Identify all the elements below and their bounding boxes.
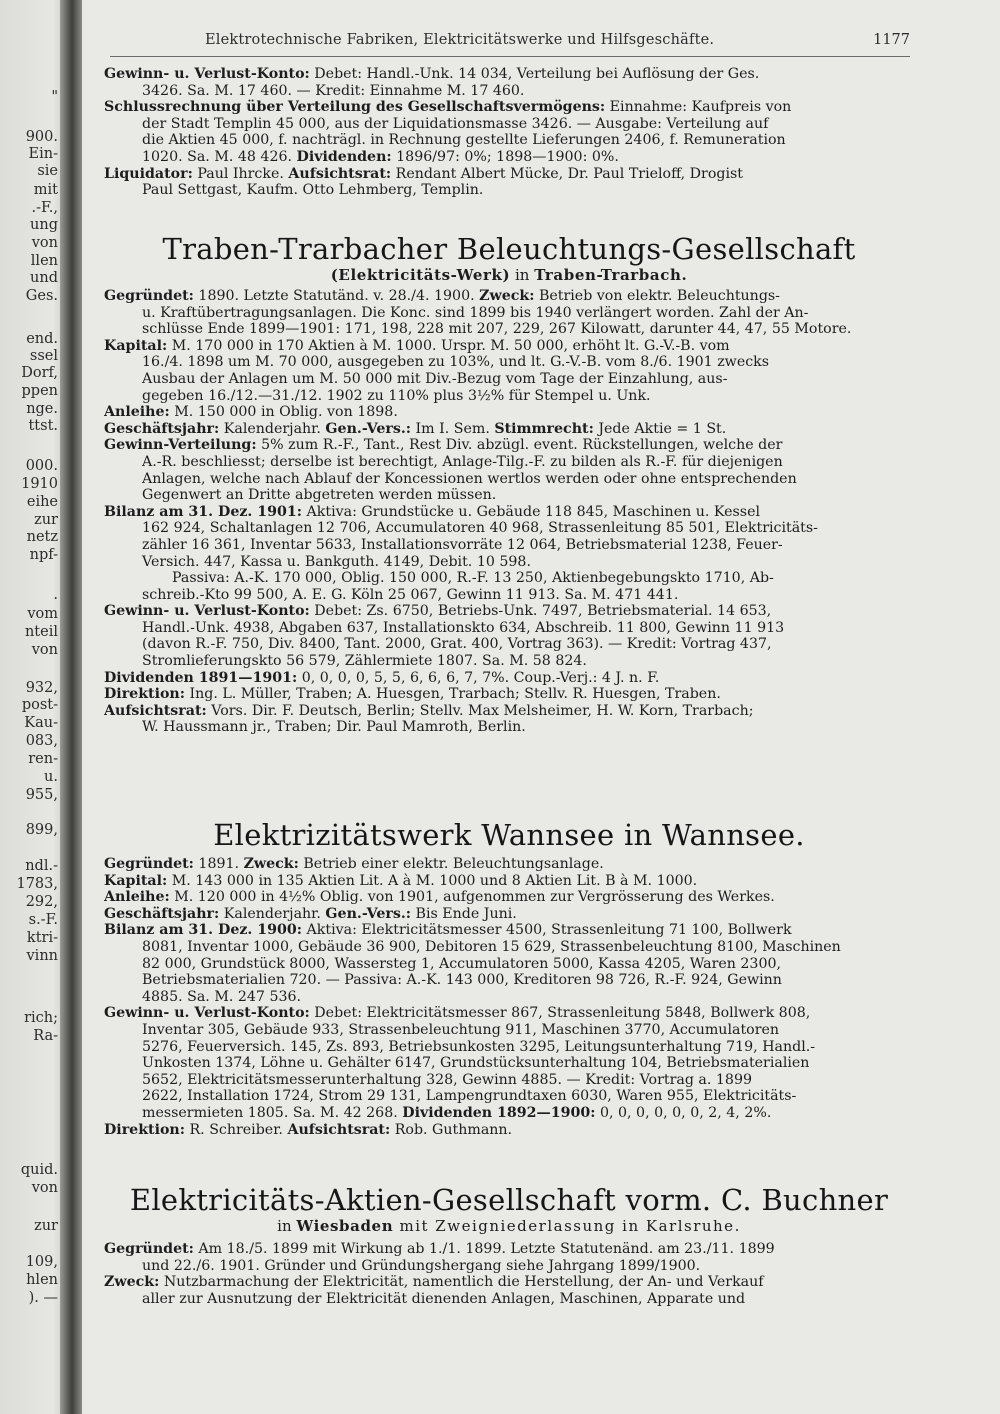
entry-label: Gewinn- u. Verlust-Konto: [104,1005,310,1022]
entry-text: 16./4. 1898 um M. 70 000, ausgegeben zu 103%, und lt. G.-V.-B. vom 8./6. 1901 zwecks [142,354,770,371]
text-line [104,939,914,956]
entry-text: Ing. L. Müller, Traben; A. Huesgen, Trarbach; Stellv. R. Huesgen, Traben. [184,686,721,703]
entry-label: Direktion: [104,686,185,703]
entry-label: Bilanz am 31. Dez. 1901: [104,503,303,520]
company-title: Elektrizitätswerk Wannsee in Wannsee. [213,818,805,852]
text-line [104,889,914,906]
company-buchner [104,1183,914,1307]
text-line [104,1022,914,1039]
company-wannsee [104,818,914,1138]
company-traben-trarbach [104,232,914,736]
margin-fragment: 1783, [16,876,58,892]
company-subtitle [104,1217,914,1235]
text-line [104,388,914,405]
margin-fragment: Ra- [33,1028,58,1044]
text-line [104,1258,914,1275]
entry-text: und 22./6. 1901. Gründer und Gründungshergang siehe Jahrgang 1899/1900. [142,1257,701,1274]
entry-label: Gegründet: [104,1241,194,1257]
company-entries [104,856,914,1138]
entry-text: 0, 0, 0, 0, 0, 0, 2, 4, 2%. [595,1104,772,1121]
margin-fragment: nge. [26,401,58,417]
entry-label: Dividenden 1891—1901: [104,669,298,686]
text-line [104,1055,914,1072]
entry-text: Kalenderjahr. [219,420,321,437]
text-line [104,504,914,521]
margin-fragment: nteil [24,624,58,640]
book-fold-shadow [60,0,82,1414]
text-line [104,620,914,637]
margin-fragment: post- [21,697,58,713]
text-line [104,1088,914,1105]
entry-text: Paul Settgast, Kaufm. Otto Lehmberg, Templin. [142,182,484,199]
entry-text: M. 150 000 in Oblig. von 1898. [169,404,398,421]
margin-fragment: ttst. [28,418,58,434]
entry-label: Aufsichtsrat: [104,702,207,719]
text-line [104,670,914,687]
margin-fragment: eihe [26,494,58,510]
entry-text: Betriebsmaterialien 720. — Passiva: A.-K. 143 000, Kreditoren 98 726, R.-F. 924, Gewinn [142,972,782,989]
text-line [104,99,914,116]
entry-text: aller zur Ausnutzung der Elektricität dienenden Anlagen, Maschinen, Apparate und [142,1290,746,1307]
entry-label: Geschäftsjahr: [104,420,220,437]
text-line [104,719,914,736]
margin-fragment: 932, [25,680,58,696]
text-line [104,1122,914,1139]
entry-text: 162 924, Schaltanlagen 12 706, Accumulatoren 40 968, Strassenleitung 85 501, Elektricitäts- [142,520,818,537]
margin-fragment: ppen [21,383,58,399]
margin-fragment: npf- [29,547,58,563]
entry-text: 1020. Sa. M. 48 426. [142,148,293,165]
entry-text: Betrieb einer elektr. Beleuchtungsanlage. [298,856,604,872]
margin-fragment: Dorf, [21,365,58,381]
company-title: Traben-Trarbacher Beleuchtungs-Gesellschaft [162,232,856,266]
text-line [104,972,914,989]
margin-fragment: 955, [25,787,58,803]
margin-fragment: vinn [26,948,58,964]
entry-text: Am 18./5. 1899 mit Wirkung ab 1./1. 1899. Letzte Statutenänd. am 23./11. 1899 [193,1241,775,1257]
text-line [104,686,914,703]
entry-text: M. 170 000 in 170 Aktien à M. 1000. Urspr. M. 50 000, erhöht lt. G.-V.-B. vom [167,337,730,354]
entry-text: 4885. Sa. M. 247 536. [142,988,302,1005]
entry-text: schlüsse Ende 1899—1901: 171, 198, 228 mit 207, 229, 267 Kilowatt, darunter 44, 47, 55 Motore. [142,321,852,338]
text-line [104,354,914,371]
text-line [104,554,914,571]
entry-text: Aktiva: Grundstücke u. Gebäude 118 845, Maschinen u. Kessel [302,503,761,520]
entry-label: Gewinn-Verteilung: [104,437,257,454]
entry-text: Stromlieferungskto 56 579, Zählermiete 1807. Sa. M. 58 824. [142,653,587,670]
entry-text: Bis Ende Juni. [411,905,517,922]
text-line [104,487,914,504]
company-entries [104,1241,914,1307]
company-subtitle-rest: mit Zweigniederlassung in Karlsruhe. [393,1217,741,1235]
entry-text: Nutzbarmachung der Elektricität, namentlich die Herstellung, der An- und Verkauf [159,1274,764,1291]
entry-text: Jede Aktie = 1 St. [593,420,727,437]
entry-text: die Aktien 45 000, f. nachträgl. in Rechnung gestellte Lieferungen 2406, f. Remuneration [142,132,786,149]
entry-text: 5276, Feuerversich. 145, Zs. 893, Betriebsunkosten 3295, Leitungsunterhaltung 719, Handl.- [142,1038,816,1055]
company-subtitle [104,266,914,284]
text-line [104,132,914,149]
margin-fragment: mit [33,182,58,198]
company-subtitle-in: in [510,266,535,284]
text-line [104,653,914,670]
text-line [104,1072,914,1089]
entry-text: M. 120 000 in 4½% Oblig. von 1901, aufgenommen zur Vergrösserung des Werkes. [169,889,775,906]
previous-company-tail [104,66,914,199]
margin-fragment: 109, [25,1254,58,1270]
text-line [104,989,914,1006]
previous-page-edge [0,0,66,1414]
text-line [104,520,914,537]
margin-fragment: rich; [24,1010,58,1026]
margin-fragment: Kau- [24,715,58,731]
text-line [104,149,914,166]
entry-text: 1891. [193,856,240,872]
text-line [104,182,914,199]
margin-fragment: vom [27,606,58,622]
margin-fragment: 083, [25,733,58,749]
entry-label: Geschäftsjahr: [104,905,220,922]
header-title: Elektrotechnische Fabriken, Elektricitätswerke und Hilfsgeschäfte. [205,32,715,48]
text-line [104,305,914,322]
text-line [104,166,914,183]
margin-fragment: quid. [20,1162,58,1178]
margin-fragment: 900. [25,129,58,145]
margin-fragment: netz [26,529,58,545]
text-line [104,570,914,587]
page-number: 1177 [873,32,910,48]
text-line [104,421,914,438]
entry-text: Versich. 447, Kassa u. Bankguth. 4149, Debit. 10 598. [142,553,531,570]
text-line [104,1241,914,1258]
margin-fragment: 292, [25,894,58,910]
entry-label: Kapital: [104,872,168,889]
margin-fragment: und [30,270,58,286]
margin-fragment: ndl.- [25,858,58,874]
margin-fragment: .-F., [31,200,58,216]
text-line [104,1291,914,1308]
text-line [104,371,914,388]
margin-fragment: von [31,235,58,251]
entry-text: gegeben 16./12.—31./12. 1902 zu 110% plus 3½% für Stempel u. Unk. [142,387,651,404]
entry-label: Gen.-Vers.: [325,420,412,437]
text-line [104,956,914,973]
entry-label: Stimmrecht: [494,420,594,437]
entry-text: 0, 0, 0, 0, 5, 5, 6, 6, 6, 7, 7%. Coup.-Verj.: 4 J. n. F. [297,669,660,686]
margin-fragment: ssel [29,348,58,364]
entry-text: Betrieb von elektr. Beleuchtungs- [534,288,780,304]
company-title: Elektricitäts-Aktien-Gesellschaft vorm. C. Buchner [129,1183,889,1217]
entry-text: 1896/97: 0%; 1898—1900: 0%. [391,148,619,165]
entry-text: W. Haussmann jr., Traben; Dir. Paul Mamroth, Berlin. [142,719,526,736]
entry-text: Vors. Dir. F. Deutsch, Berlin; Stellv. Max Melsheimer, H. W. Korn, Trarbach; [206,702,754,719]
margin-fragment: ren- [28,751,58,767]
entry-label: Dividenden 1892—1900: [402,1104,596,1121]
text-line [104,1105,914,1122]
company-subtitle-place: Traben-Trarbach. [534,266,688,284]
entry-text: Kalenderjahr. [219,905,321,922]
text-line [104,537,914,554]
entry-text: 2622, Installation 1724, Strom 29 131, Lampengrundtaxen 6030, Waren 955, Elektricitäts- [142,1088,797,1105]
margin-fragment: zur [34,1218,58,1234]
entry-label: Anleihe: [104,889,170,906]
entry-text: 82 000, Grundstück 8000, Wassersteg 1, Accumulatoren 5000, Kassa 4205, Waren 2300, [142,955,782,972]
text-line [104,1005,914,1022]
text-line [104,471,914,488]
margin-fragment: von [31,1180,58,1196]
entry-label: Aufsichtsrat: [287,1121,391,1138]
entry-text: der Stadt Templin 45 000, aus der Liquidationsmasse 3426. — Ausgabe: Verteilung auf [142,115,769,132]
entry-label: Gewinn- u. Verlust-Konto: [104,603,310,620]
entry-text: Debet: Handl.-Unk. 14 034, Verteilung bei Auflösung der Ges. [309,66,760,82]
text-line [104,83,914,100]
text-line [104,288,914,305]
entry-label: Gegründet: [104,856,194,872]
margin-fragment: u. [44,769,58,785]
entry-text: Ausbau der Anlagen um M. 50 000 mit Div.-Bezug vom Tage der Einzahlung, aus- [142,370,728,387]
text-line [104,1039,914,1056]
entry-text: Rendant Albert Mücke, Dr. Paul Trieloff, Drogist [391,165,743,182]
text-line [104,66,914,83]
entry-label: Dividenden: [296,148,392,165]
margin-fragment: sie [37,163,58,179]
entry-text: Debet: Zs. 6750, Betriebs-Unk. 7497, Betriebsmaterial. 14 653, [309,603,772,620]
text-line [104,587,914,604]
margin-fragment: ung [30,217,58,233]
margin-fragment: . [53,587,58,603]
entry-label: Gen.-Vers.: [325,905,412,922]
text-line [104,906,914,923]
entry-label: Anleihe: [104,404,170,421]
text-line [104,636,914,653]
entry-text: zähler 16 361, Inventar 5633, Installationsvorräte 12 064, Betriebsmaterial 1238, Feuer- [142,536,783,553]
entry-text: Im I. Sem. [411,420,490,437]
text-line [104,922,914,939]
entry-text: 3426. Sa. M. 17 460. — Kredit: Einnahme M. 17 460. [142,82,525,99]
entry-text: Unkosten 1374, Löhne u. Gehälter 6147, Grundstücksunterhaltung 104, Betriebsmaterialien [142,1055,810,1072]
text-line [104,116,914,133]
margin-fragment: hlen [26,1272,58,1288]
entry-text: M. 143 000 in 135 Aktien Lit. A à M. 1000 und 8 Aktien Lit. B à M. 1000. [167,872,698,889]
header-rule [110,56,910,57]
margin-fragment: 1910 [21,476,58,492]
entry-text: schreib.-Kto 99 500, A. E. G. Köln 25 067, Gewinn 11 913. Sa. M. 471 441. [142,586,679,603]
text-line [104,454,914,471]
entry-text: Gegenwert an Dritte abgetreten werden müssen. [142,487,497,504]
margin-fragment: ktri- [26,930,58,946]
margin-fragment: Ges. [25,288,58,304]
margin-fragment: end. [26,331,58,347]
margin-fragment: zur [34,512,58,528]
margin-fragment: 000. [25,458,58,474]
text-line [104,603,914,620]
margin-fragment: s.-F. [28,912,58,928]
company-entries [104,288,914,736]
text-line [104,856,914,873]
margin-fragment: ). — [28,1290,58,1306]
entry-text: R. Schreiber. [184,1121,283,1138]
entry-text: Debet: Elektricitätsmesser 867, Strassenleitung 5848, Bollwerk 808, [309,1005,811,1022]
entry-label: Kapital: [104,337,168,354]
entry-text: Anlagen, welche nach Ablauf der Koncessionen wertlos werden oder ohne entsprechenden [142,470,797,487]
entry-label: Schlussrechnung über Verteilung des Gesellschaftsvermögens: [104,99,606,116]
entry-label: Zweck: [243,856,299,872]
entry-text: 8081, Inventar 1000, Gebäude 36 900, Debitoren 15 629, Strassenbeleuchtung 8100, Maschinen [142,938,841,955]
entry-label: Bilanz am 31. Dez. 1900: [104,922,303,939]
entry-text: A.-R. beschliesst; derselbe ist berechtigt, Anlage-Tilg.-F. zu bilden als R.-F. für diejenigen [142,453,783,470]
entry-text: u. Kraftübertragungsanlagen. Die Konc. sind 1899 bis 1940 verlängert worden. Zahl der An- [142,304,809,321]
margin-fragment: 899, [25,822,58,838]
entry-label: Zweck: [479,288,535,304]
entry-text: 5652, Elektricitätsmesserunterhaltung 328, Gewinn 4885. — Kredit: Vortrag a. 1899 [142,1071,752,1088]
text-line [104,873,914,890]
margin-fragment: " [51,89,58,105]
entry-text: Inventar 305, Gebäude 933, Strassenbeleuchtung 911, Maschinen 3770, Accumulatoren [142,1021,780,1038]
entry-text: Einnahme: Kaufpreis von [605,99,792,116]
entry-text: 1890. Letzte Statutänd. v. 28./4. 1900. [193,288,475,304]
entry-label: Liquidator: [104,165,193,182]
entry-label: Direktion: [104,1121,185,1138]
margin-fragment: von [31,642,58,658]
company-subtitle-place: Wiesbaden [296,1217,394,1235]
entry-label: Zweck: [104,1274,160,1291]
text-line [104,1274,914,1291]
running-header [205,32,910,52]
entry-text: (davon R.-F. 750, Div. 8400, Tant. 2000, Grat. 400, Vortrag 363). — Kredit: Vortrag 437, [142,636,772,653]
entry-label: Gegründet: [104,288,194,304]
entry-text: Rob. Guthmann. [390,1121,513,1138]
company-subtitle-name: (Elektricitäts-Werk) [330,266,511,284]
company-subtitle-in: in [277,1217,297,1235]
margin-fragment: Ein- [28,146,58,162]
text-line [104,321,914,338]
entry-text: Aktiva: Elektricitätsmesser 4500, Strassenleitung 71 100, Bollwerk [302,922,792,939]
entry-text: Paul Ihrcke. [192,165,284,182]
text-line [104,437,914,454]
entry-text: Passiva: A.-K. 170 000, Oblig. 150 000, R.-F. 13 250, Aktienbegebungskto 1710, Ab- [172,570,774,587]
entry-label: Gewinn- u. Verlust-Konto: [104,66,310,82]
entry-text: Handl.-Unk. 4938, Abgaben 637, Installationskto 634, Abschreib. 11 800, Gewinn 11 913 [142,619,785,636]
entry-label: Aufsichtsrat: [288,165,392,182]
margin-fragment: llen [30,253,58,269]
entry-text: 5% zum R.-F., Tant., Rest Div. abzügl. event. Rückstellungen, welche der [256,437,783,454]
text-line [104,404,914,421]
entry-text: messermieten 1805. Sa. M. 42 268. [142,1104,398,1121]
text-line [104,703,914,720]
text-line [104,338,914,355]
